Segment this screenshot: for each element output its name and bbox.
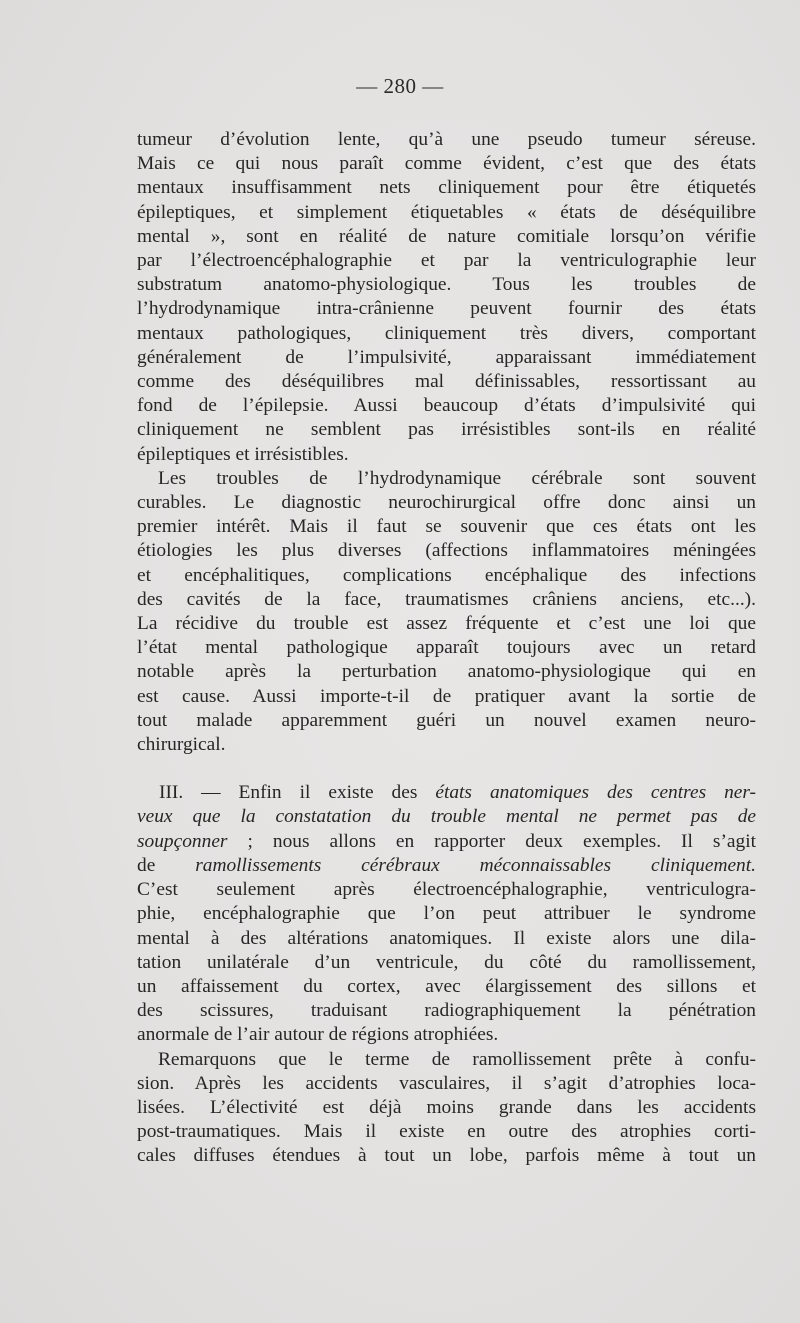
text-line: sion. Après les accidents vasculaires, il s’agit d’atrophies loca- (137, 1072, 756, 1094)
text-line: cales diffuses étendues à tout un lobe, parfois même à tout un (137, 1145, 756, 1167)
text-line: tout malade apparemment guéri un nouvel examen neuro- (137, 709, 756, 731)
text-line: C’est seulement après électroencéphalographie, ventriculogra- (137, 879, 756, 901)
text-line: mentaux pathologiques, cliniquement très divers, comportant (137, 322, 756, 344)
text-line: l’état mental pathologique apparaît toujours avec un retard (137, 637, 756, 659)
text-line: comme des déséquilibres mal définissables, ressortissant au (137, 371, 756, 393)
text-line: notable après la perturbation anatomo-physiologique qui en (137, 661, 756, 683)
text-line: fond de l’épilepsie. Aussi beaucoup d’états d’impulsivité qui (137, 395, 756, 417)
text-line: mentaux insuffisamment nets cliniquement pour être étiquetés (137, 177, 756, 199)
text-line (137, 781, 756, 805)
text-line: mental à des altérations anatomiques. Il existe alors une dila- (137, 927, 756, 949)
italic-phrase: ramollissements cérébraux méconnaissables cliniquement. (195, 854, 756, 876)
text-line: généralement de l’impulsivité, apparaissant immédiatement (137, 346, 756, 368)
italic-phrase: soupçonner (137, 830, 228, 852)
text-line: substratum anatomo-physiologique. Tous les troubles de (137, 274, 756, 296)
text-line: anormale de l’air autour de régions atrophiées. (137, 1024, 499, 1046)
text-line (137, 830, 756, 854)
text-line: des scissures, traduisant radiographiquement la pénétration (137, 1000, 756, 1022)
text-line: Les troubles de l’hydrodynamique cérébrale sont souvent (158, 467, 756, 489)
text-line (137, 805, 756, 829)
text-line: mental », sont en réalité de nature comitiale lorsqu’on vérifie (137, 225, 756, 247)
text-line: épileptiques et irrésistibles. (137, 443, 349, 465)
page-number: — 280 — (356, 74, 444, 98)
text-line: phie, encéphalographie que l’on peut attribuer le syndrome (137, 903, 756, 925)
text-line: des cavités de la face, traumatismes crâniens anciens, etc...). (137, 588, 756, 610)
text-line: cliniquement ne semblent pas irrésistibles sont-ils en réalité (137, 419, 756, 441)
text-span: de (137, 854, 196, 876)
text-line: Mais ce qui nous paraît comme évident, c’est que des états (137, 153, 756, 175)
text-line: post-traumatiques. Mais il existe en outre des atrophies corti- (137, 1121, 756, 1143)
text-line: curables. Le diagnostic neurochirurgical offre donc ainsi un (137, 492, 756, 514)
text-line: est cause. Aussi importe-t-il de pratiquer avant la sortie de (137, 685, 756, 707)
italic-phrase: veux que la constatation du trouble mental ne permet pas de (137, 806, 756, 828)
text-line: La récidive du trouble est assez fréquente et c’est une loi que (137, 613, 756, 635)
text-line: premier intérêt. Mais il faut se souvenir que ces états ont les (137, 516, 756, 538)
text-line (137, 854, 756, 878)
body-text (137, 128, 756, 1169)
text-line: lisées. L’électivité est déjà moins grande dans les accidents (137, 1096, 756, 1118)
text-line: tumeur d’évolution lente, qu’à une pseudo tumeur séreuse. (137, 129, 756, 150)
text-span: ; nous allons en rapporter deux exemples. Il s’agit (227, 830, 756, 852)
text-line: étiologies les plus diverses (affections inflammatoires méningées (137, 540, 756, 562)
italic-phrase: états anatomiques des centres ner- (435, 782, 756, 804)
text-line: chirurgical. (137, 734, 226, 756)
section-lead: III. — Enfin il existe des (159, 782, 436, 804)
text-line: tation unilatérale d’un ventricule, du côté du ramollissement, (137, 951, 756, 973)
text-line: un affaissement du cortex, avec élargissement des sillons et (137, 975, 756, 997)
text-line: et encéphalitiques, complications encéphalique des infections (137, 564, 756, 586)
text-line: Remarquons que le terme de ramollissement prête à confu- (158, 1048, 756, 1070)
text-line: par l’électroencéphalographie et par la ventriculographie leur (137, 250, 756, 272)
text-line: épileptiques, et simplement étiquetables « états de déséquilibre (137, 201, 756, 223)
text-line: l’hydrodynamique intra-crânienne peuvent fournir des états (137, 298, 756, 320)
